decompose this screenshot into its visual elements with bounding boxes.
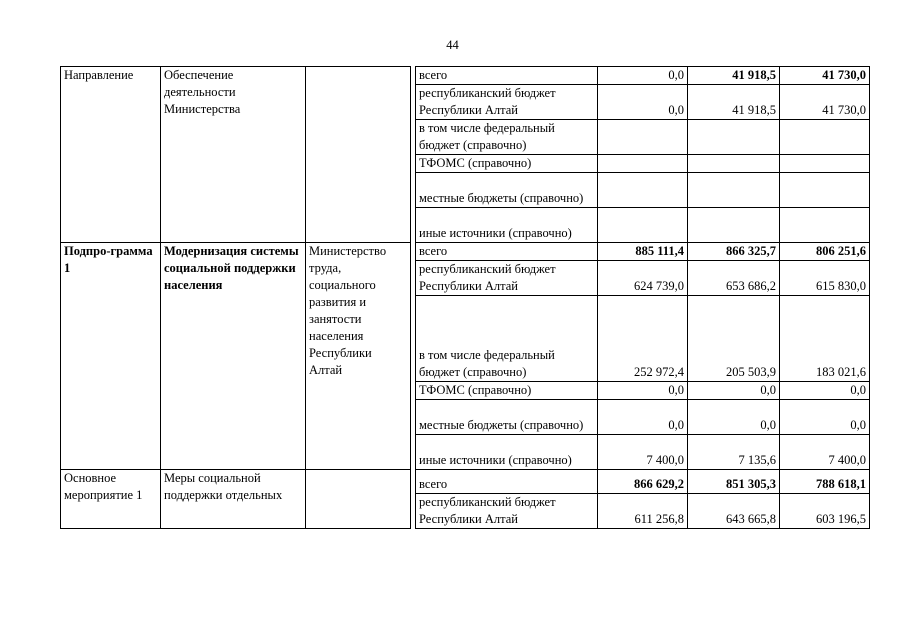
source-cell: местные бюджеты (справочно) (416, 400, 598, 435)
value-cell: 885 111,4 (598, 243, 688, 261)
row-executor (306, 470, 411, 529)
value-cell: 0,0 (598, 85, 688, 120)
row-code: Направление (61, 67, 161, 243)
budget-table (60, 66, 870, 529)
value-cell: 7 135,6 (688, 435, 780, 470)
value-cell (780, 208, 870, 243)
value-cell (688, 208, 780, 243)
value-cell: 0,0 (688, 400, 780, 435)
value-cell: 611 256,8 (598, 494, 688, 529)
value-cell (598, 120, 688, 155)
source-cell: иные источники (справочно) (416, 435, 598, 470)
value-cell (598, 155, 688, 173)
source-cell: ТФОМС (справочно) (416, 155, 598, 173)
value-cell: 866 629,2 (598, 470, 688, 494)
value-cell: 0,0 (688, 382, 780, 400)
source-cell: республиканский бюджет Республики Алтай (416, 261, 598, 296)
source-cell: всего (416, 243, 598, 261)
value-cell: 41 730,0 (780, 85, 870, 120)
value-cell: 0,0 (598, 382, 688, 400)
source-cell: иные источники (справочно) (416, 208, 598, 243)
value-cell: 788 618,1 (780, 470, 870, 494)
value-cell: 624 739,0 (598, 261, 688, 296)
value-cell (780, 173, 870, 208)
value-cell (780, 155, 870, 173)
value-cell: 252 972,4 (598, 296, 688, 382)
source-cell: республиканский бюджет Республики Алтай (416, 85, 598, 120)
value-cell: 806 251,6 (780, 243, 870, 261)
source-cell: в том числе федеральный бюджет (справочно) (416, 120, 598, 155)
value-cell: 0,0 (598, 67, 688, 85)
table-row (61, 470, 870, 494)
value-cell: 183 021,6 (780, 296, 870, 382)
value-cell: 603 196,5 (780, 494, 870, 529)
value-cell: 41 918,5 (688, 85, 780, 120)
value-cell (598, 173, 688, 208)
value-cell (688, 120, 780, 155)
table-row (61, 243, 870, 261)
value-cell (688, 173, 780, 208)
value-cell (688, 155, 780, 173)
value-cell: 653 686,2 (688, 261, 780, 296)
value-cell: 41 730,0 (780, 67, 870, 85)
row-title: Меры социальной поддержки отдельных (161, 470, 306, 529)
source-cell: всего (416, 470, 598, 494)
source-cell: республиканский бюджет Республики Алтай (416, 494, 598, 529)
value-cell: 851 305,3 (688, 470, 780, 494)
value-cell: 205 503,9 (688, 296, 780, 382)
value-cell (780, 120, 870, 155)
value-cell: 41 918,5 (688, 67, 780, 85)
row-code: Подпро-грамма 1 (61, 243, 161, 470)
row-executor (306, 67, 411, 243)
row-title: Модернизация системы социальной поддержки населения (161, 243, 306, 470)
value-cell: 0,0 (780, 400, 870, 435)
source-cell: местные бюджеты (справочно) (416, 173, 598, 208)
row-code: Основное мероприятие 1 (61, 470, 161, 529)
value-cell: 7 400,0 (598, 435, 688, 470)
value-cell: 643 665,8 (688, 494, 780, 529)
value-cell (598, 208, 688, 243)
source-cell: в том числе федеральный бюджет (справочно) (416, 296, 598, 382)
source-cell: ТФОМС (справочно) (416, 382, 598, 400)
value-cell: 7 400,0 (780, 435, 870, 470)
table-row (61, 67, 870, 85)
row-executor: Министерство труда, социального развития и занятости населения Республики Алтай (306, 243, 411, 470)
row-title: Обеспечение деятельности Министерства (161, 67, 306, 243)
source-cell: всего (416, 67, 598, 85)
value-cell: 0,0 (780, 382, 870, 400)
page-number: 44 (446, 38, 459, 52)
value-cell: 615 830,0 (780, 261, 870, 296)
value-cell: 866 325,7 (688, 243, 780, 261)
value-cell: 0,0 (598, 400, 688, 435)
